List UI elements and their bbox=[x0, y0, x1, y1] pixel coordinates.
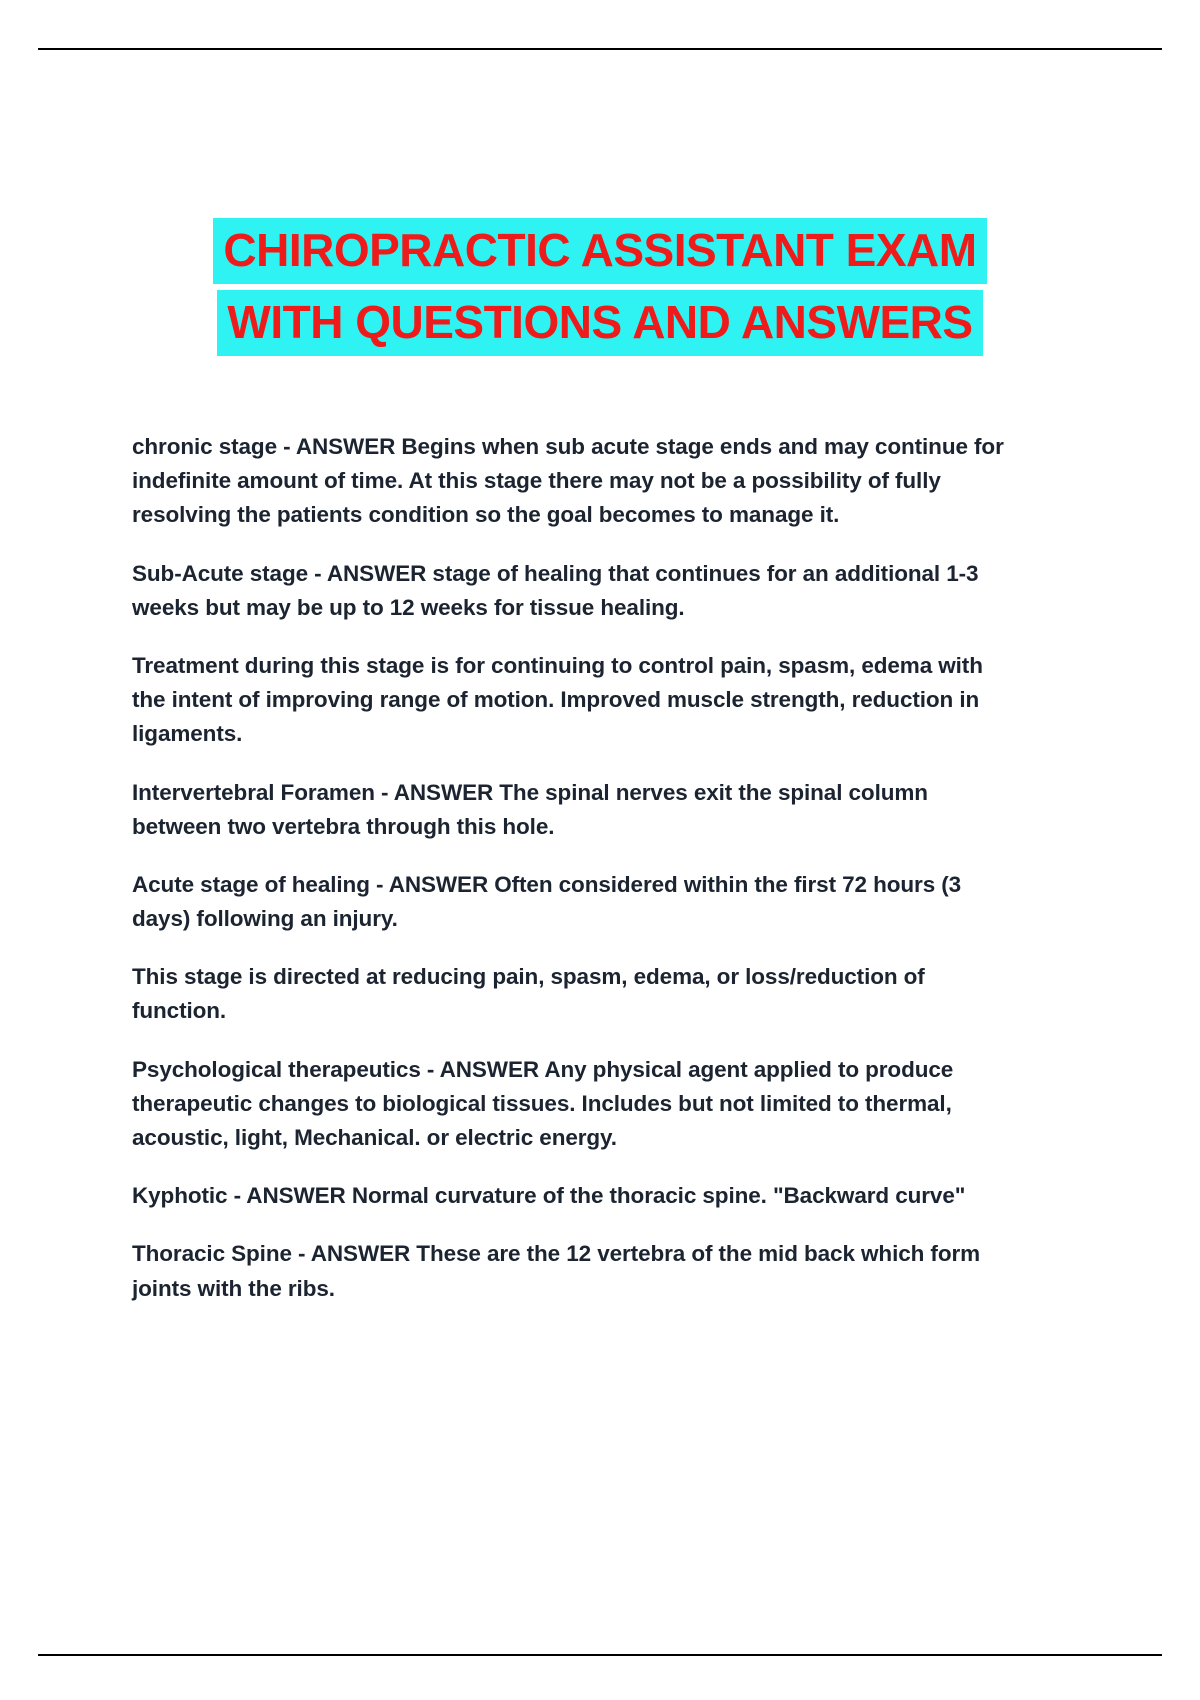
document-title bbox=[150, 218, 1050, 362]
qa-paragraph: Acute stage of healing - ANSWER Often considered within the first 72 hours (3 days) following an injury. bbox=[132, 871, 962, 932]
header-divider bbox=[38, 48, 1162, 50]
title-line-1: CHIROPRACTIC ASSISTANT EXAM bbox=[213, 218, 986, 284]
qa-paragraph: chronic stage - ANSWER Begins when sub acute stage ends and may continue for indefinite amount of time. At this stage there may not be a possibility of fully resolving the patients condition so the goal becomes to manage it. bbox=[132, 434, 1004, 528]
qa-paragraph: Psychological therapeutics - ANSWER Any physical agent applied to produce therapeutic changes to biological tissues. Includes but not limited to thermal, acoustic, light, Mechanical. or electric energy. bbox=[132, 1056, 954, 1150]
qa-paragraph: Intervertebral Foramen - ANSWER The spinal nerves exit the spinal column between two vertebra through this hole. bbox=[132, 779, 928, 839]
qa-paragraph: Sub-Acute stage - ANSWER stage of healing that continues for an additional 1-3 weeks but may be up to 12 weeks for tissue healing. bbox=[132, 560, 979, 620]
qa-paragraph: This stage is directed at reducing pain, spasm, edema, or loss/reduction of function. bbox=[132, 964, 925, 1024]
footer-divider bbox=[38, 1654, 1162, 1656]
qa-paragraph: Thoracic Spine - ANSWER These are the 12 vertebra of the mid back which form joints with the ribs. bbox=[132, 1241, 981, 1301]
qa-paragraph: Kyphotic - ANSWER Normal curvature of the thoracic spine. "Backward curve" bbox=[132, 1183, 966, 1209]
document-body bbox=[132, 430, 1022, 1306]
title-line-2: WITH QUESTIONS AND ANSWERS bbox=[217, 290, 982, 356]
qa-paragraph: Treatment during this stage is for continuing to control pain, spasm, edema with the intent of improving range of motion. Improved muscle strength, reduction in ligaments. bbox=[132, 652, 983, 747]
